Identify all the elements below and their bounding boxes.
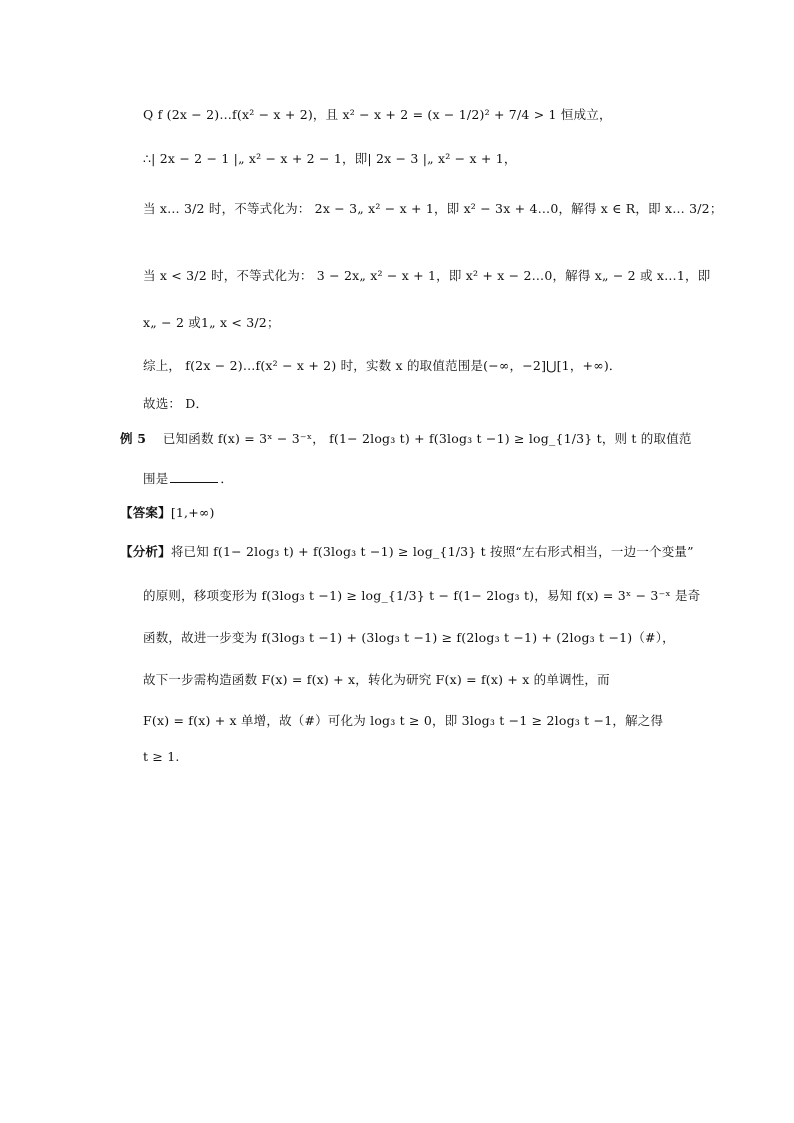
solution-line-4: 当 x < 3/2 时，不等式化为： 3 − 2x„ x² − x + 1，即 x² + x − 2…0，解得 x„ − 2 或 x…1，即 [143,268,711,283]
solution-line-5: x„ − 2 或1„ x < 3/2； [143,315,280,330]
analysis-label: 【分析】 [120,544,171,559]
analysis-line-2: 的原则，移项变形为 f(3log₃ t −1) ≥ log_{1/3} t − f(1− 2log₃ t)，易知 f(x) = 3ˣ − 3⁻ˣ 是奇 [143,588,701,603]
analysis-line-4: 故下一步需构造函数 F(x) = f(x) + x，转化为研究 F(x) = f(x) + x 的单调性，而 [143,672,610,687]
example-5 [120,428,692,450]
solution-line-3: 当 x… 3/2 时，不等式化为： 2x − 3„ x² − x + 1，即 x² − 3x + 4…0，解得 x ∈ R，即 x… 3/2； [143,201,723,216]
solution-line-2: ∴| 2x − 2 − 1 |„ x² − x + 2 − 1，即| 2x − 3 |„ x² − x + 1， [143,151,517,166]
answer-blank [170,468,218,483]
analysis-text-1: 将已知 f(1− 2log₃ t) + f(3log₃ t −1) ≥ log_{1/3} t 按照“左右形式相当，一边一个变量” [170,544,694,559]
solution-line-1: Q f (2x − 2)…f(x² − x + 2)，且 x² − x + 2 = (x − 1/2)² + 7/4 > 1 恒成立， [143,107,612,122]
example-label: 例 5 [120,431,147,446]
example-text-suffix: ． [220,471,234,486]
answer-value: [1,+∞) [170,505,215,520]
analysis-line-6: t ≥ 1. [143,749,180,764]
solution-line-7: 故选： D． [143,396,209,411]
answer-label: 【答案】 [120,505,171,520]
analysis-line-1 [120,541,694,563]
example-5-line-2 [143,468,233,490]
analysis-line-5: F(x) = f(x) + x 单增，故（#）可化为 log₃ t ≥ 0，即 3log₃ t −1 ≥ 2log₃ t −1，解之得 [143,713,664,728]
example-text-prefix: 围是 [143,471,169,486]
analysis-line-3: 函数，故进一步变为 f(3log₃ t −1) + (3log₃ t −1) ≥ f(2log₃ t −1) + (2log₃ t −1)（#）， [143,630,675,645]
example-text: 已知函数 f(x) = 3ˣ − 3⁻ˣ， f(1− 2log₃ t) + f(3log₃ t −1) ≥ log_{1/3} t，则 t 的取值范 [162,431,692,446]
answer-line [120,502,215,524]
solution-line-6: 综上， f(2x − 2)…f(x² − x + 2) 时，实数 x 的取值范围是(−∞，−2]⋃[1，+∞)． [143,358,622,373]
